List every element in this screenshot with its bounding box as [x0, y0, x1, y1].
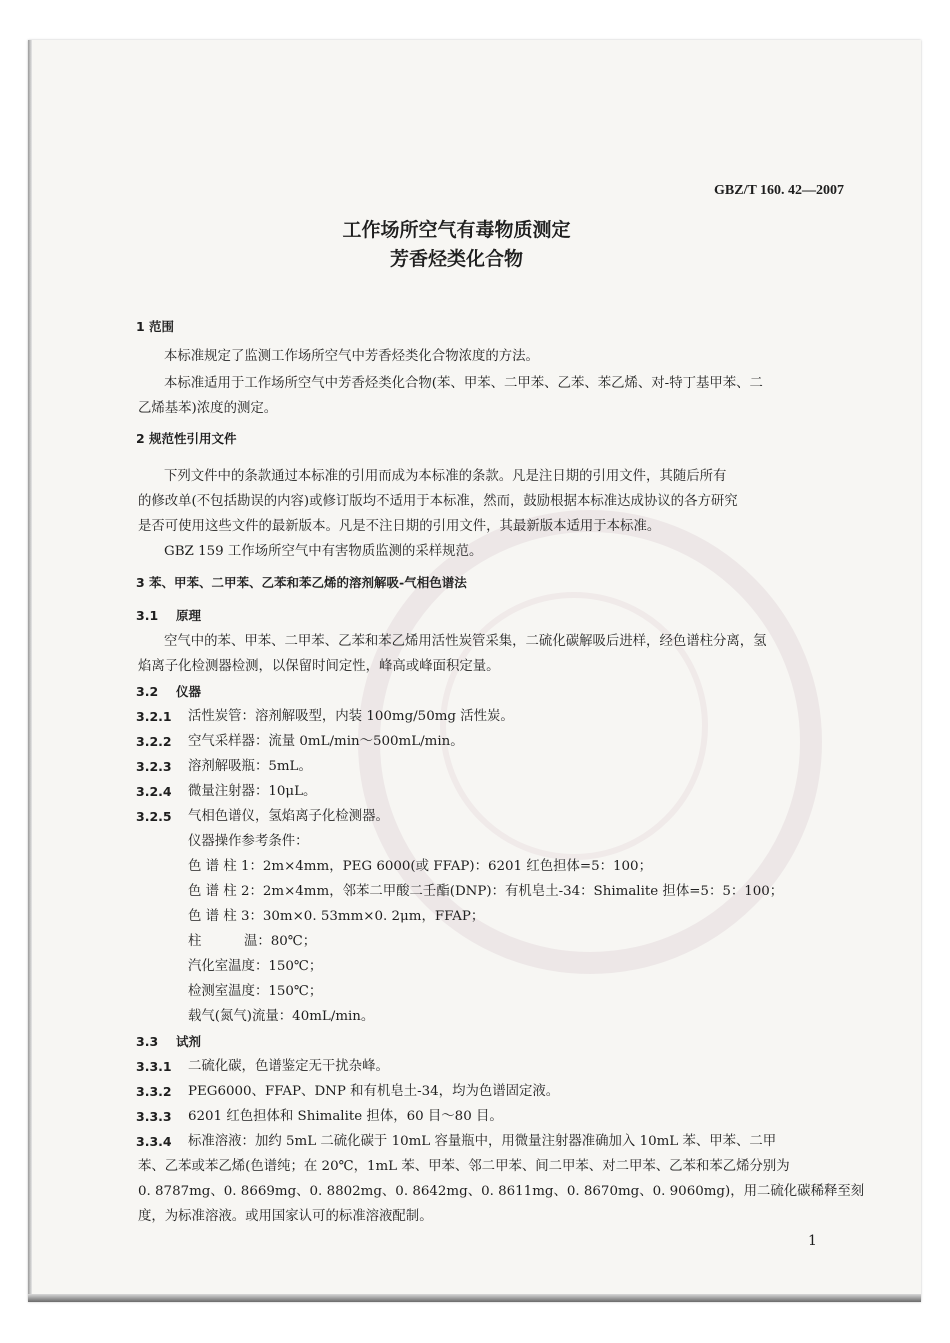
section-1-heading: 1 范围 [136, 319, 175, 334]
section-3-3-4-line-b: 苯、乙苯或苯乙烯(色谱纯；在 20℃，1mL 苯、甲苯、邻二甲苯、间二甲苯、对二甲苯、乙苯和苯乙烯分别为 [138, 1159, 790, 1174]
document-page [28, 40, 921, 1302]
item-number: 3.3.1 [136, 1059, 172, 1074]
section-3-1-title: 原理 [176, 608, 202, 623]
section-3-2-number: 3.2 [136, 684, 159, 699]
section-3-3-number: 3.3 [136, 1034, 159, 1049]
item-text: 气相色谱仪，氢焰离子化检测器。 [188, 809, 389, 824]
section-3-1-para-a: 空气中的苯、甲苯、二甲苯、乙苯和苯乙烯用活性炭管采集，二硫化碳解吸后进样，经色谱柱分离，氢 [164, 634, 767, 649]
section-3-3-4-line-d: 度，为标准溶液。或用国家认可的标准溶液配制。 [138, 1209, 433, 1224]
section-3-1-number: 3.1 [136, 608, 159, 623]
section-3-1-para-b: 焰离子化检测器检测，以保留时间定性，峰高或峰面积定量。 [138, 659, 500, 674]
page-number: 1 [808, 1233, 817, 1249]
item-text: 标准溶液：加约 5mL 二硫化碳于 10mL 容量瓶中，用微量注射器准确加入 10mL 苯、甲苯、二甲 [188, 1134, 777, 1149]
item-number: 3.2.4 [136, 784, 172, 799]
condition-line: 载气(氮气)流量：40mL/min。 [188, 1009, 375, 1024]
section-2-para-1b: 的修改单(不包括勘误的内容)或修订版均不适用于本标准，然而，鼓励根据本标准达成协议的各方研究 [138, 494, 738, 509]
conditions-title: 仪器操作参考条件： [188, 834, 309, 849]
item-text: 二硫化碳，色谱鉴定无干扰杂峰。 [188, 1059, 389, 1074]
item-number: 3.3.4 [136, 1134, 172, 1149]
condition-line: 汽化室温度：150℃； [188, 959, 323, 974]
item-number: 3.3.2 [136, 1084, 172, 1099]
item-number: 3.3.3 [136, 1109, 172, 1124]
section-3-2-title: 仪器 [176, 684, 202, 699]
condition-line: 检测室温度：150℃； [188, 984, 323, 999]
item-number: 3.2.3 [136, 759, 172, 774]
item-number: 3.2.5 [136, 809, 172, 824]
section-3-heading: 3 苯、甲苯、二甲苯、乙苯和苯乙烯的溶剂解吸-气相色谱法 [136, 575, 467, 590]
section-2-para-1a: 下列文件中的条款通过本标准的引用而成为本标准的条款。凡是注日期的引用文件，其随后所有 [164, 469, 727, 484]
section-2-para-1c: 是否可使用这些文件的最新版本。凡是不注日期的引用文件，其最新版本适用于本标准。 [138, 519, 661, 534]
standard-code: GBZ/T 160. 42—2007 [714, 183, 845, 198]
condition-line: 柱 温：80℃； [188, 934, 317, 949]
item-text: 溶剂解吸瓶：5mL。 [188, 759, 312, 774]
title-line-1: 工作场所空气有毒物质测定 [342, 219, 571, 241]
section-3-3-title: 试剂 [176, 1034, 202, 1049]
item-text: 活性炭管：溶剂解吸型，内装 100mg/50mg 活性炭。 [188, 709, 514, 724]
item-text: 空气采样器：流量 0mL/min～500mL/min。 [188, 734, 464, 749]
section-1-para-2b: 乙烯基苯)浓度的测定。 [138, 401, 278, 416]
item-number: 3.2.1 [136, 709, 172, 724]
title-line-2: 芳香烃类化合物 [389, 248, 523, 270]
item-number: 3.2.2 [136, 734, 172, 749]
item-text: PEG6000、FFAP、DNP 和有机皂土-34，均为色谱固定液。 [188, 1084, 560, 1099]
item-text: 6201 红色担体和 Shimalite 担体，60 目～80 目。 [188, 1109, 503, 1124]
condition-line: 色 谱 柱 3：30m×0. 53mm×0. 2μm，FFAP； [188, 909, 485, 924]
condition-line: 色 谱 柱 2：2m×4mm，邻苯二甲酸二壬酯(DNP)：有机皂土-34：Shimalite 担体=5：5：100； [188, 884, 784, 899]
condition-line: 色 谱 柱 1：2m×4mm，PEG 6000(或 FFAP)：6201 红色担体=5：100； [188, 859, 652, 874]
section-2-heading: 2 规范性引用文件 [136, 431, 237, 446]
section-1-para-2a: 本标准适用于工作场所空气中芳香烃类化合物(苯、甲苯、二甲苯、乙苯、苯乙烯、对-特丁基甲苯、二 [164, 376, 763, 391]
item-text: 微量注射器：10μL。 [188, 784, 317, 799]
section-2-para-2: GBZ 159 工作场所空气中有害物质监测的采样规范。 [164, 544, 483, 559]
section-1-para-1: 本标准规定了监测工作场所空气中芳香烃类化合物浓度的方法。 [164, 349, 539, 364]
section-3-3-4-line-c: 0. 8787mg、0. 8669mg、0. 8802mg、0. 8642mg、0. 8611mg、0. 8670mg、0. 9060mg)，用二硫化碳稀释至刻 [138, 1184, 865, 1199]
